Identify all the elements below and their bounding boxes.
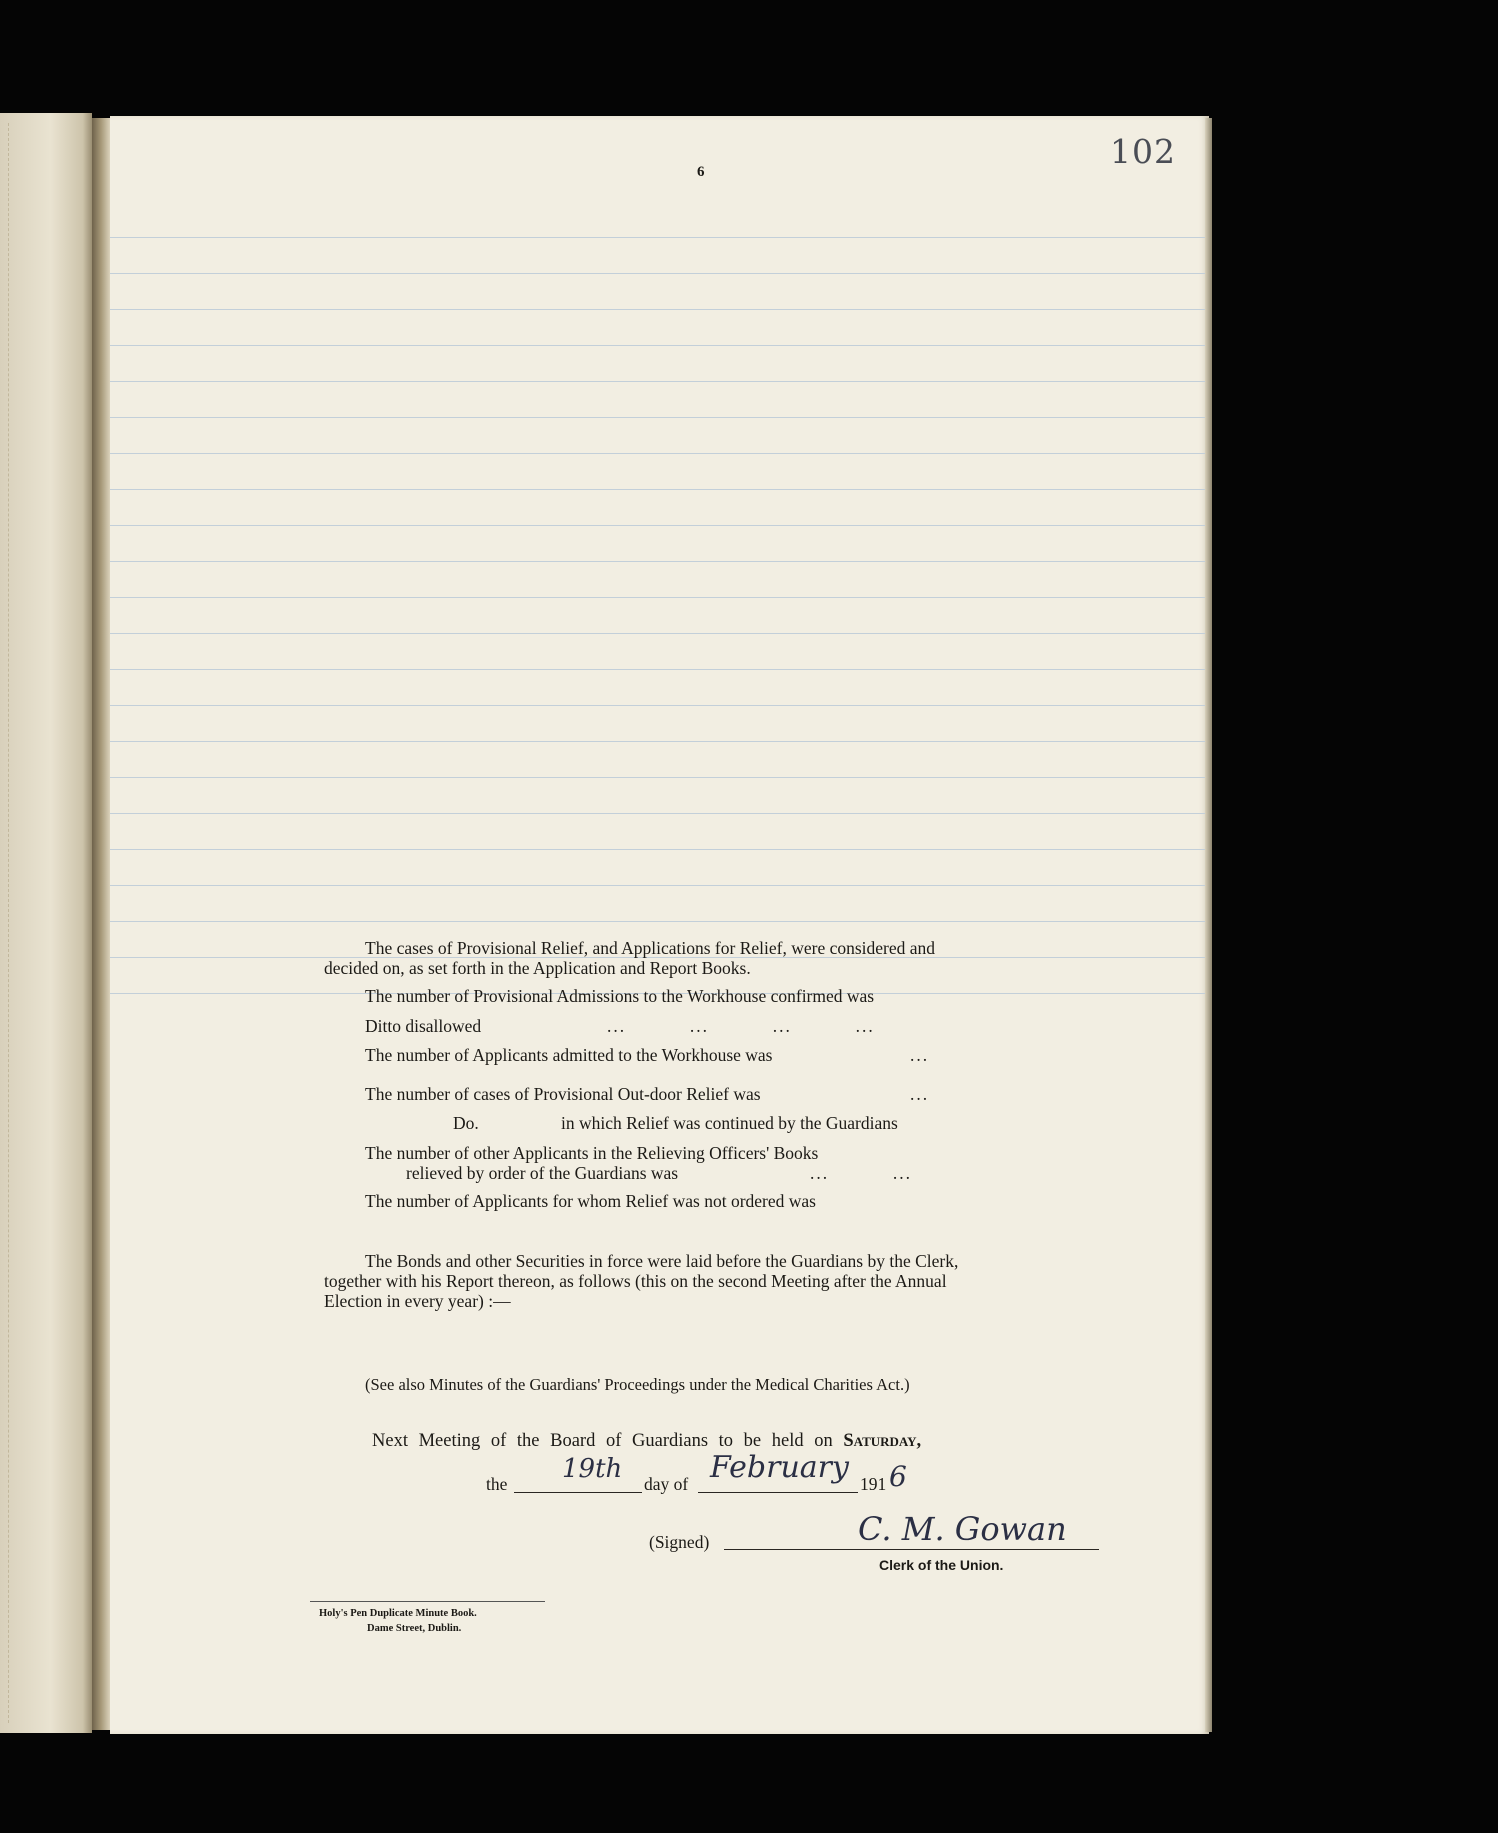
bonds-para-line3: Election in every year) :— [324, 1291, 511, 1311]
not-ordered-line: The number of Applicants for whom Relief was not ordered was [365, 1191, 816, 1211]
stamped-folio-number: 102 [1110, 132, 1176, 171]
do-label: Do. [453, 1113, 479, 1133]
imprint-line2: Dame Street, Dublin. [367, 1623, 462, 1634]
provisional-relief-para-line2: decided on, as set forth in the Application and Report Books. [324, 958, 751, 978]
clerk-caption: Clerk of the Union. [879, 1557, 1004, 1573]
bonds-para-line1: The Bonds and other Securities in force were laid before the Guardians by the Clerk, [365, 1251, 959, 1271]
ruled-line [110, 597, 1209, 598]
relief-continued-line: in which Relief was continued by the Guardians [561, 1113, 898, 1133]
ruled-line [110, 813, 1209, 814]
ruled-line [110, 885, 1209, 886]
ruled-line [110, 489, 1209, 490]
ruled-line [110, 273, 1209, 274]
applicants-admitted-leaders: ... [910, 1045, 930, 1065]
other-applicants-line2: relieved by order of the Guardians was [406, 1163, 679, 1183]
ruled-line [110, 741, 1209, 742]
next-meeting-weekday: Saturday, [843, 1431, 922, 1451]
minute-book-page [110, 116, 1209, 1734]
page-right-edge [1205, 118, 1212, 1732]
ruled-line [110, 381, 1209, 382]
ruled-line [110, 777, 1209, 778]
signature-blank [724, 1549, 1099, 1550]
meeting-year-handwritten-digit: 6 [889, 1460, 907, 1493]
signed-label: (Signed) [649, 1532, 710, 1552]
medical-charities-note: (See also Minutes of the Guardians' Proceedings under the Medical Charities Act.) [365, 1375, 910, 1394]
printed-page-number: 6 [697, 164, 705, 180]
outdoor-relief-leaders: ... [910, 1084, 930, 1104]
ruled-line [110, 417, 1209, 418]
provisional-relief-para-line1: The cases of Provisional Relief, and Applications for Relief, were considered and [365, 938, 936, 958]
meeting-day-blank [514, 1492, 642, 1493]
ruled-line [110, 237, 1209, 238]
ruled-line [110, 345, 1209, 346]
confirmed-admissions-line: The number of Provisional Admissions to the Workhouse confirmed was [365, 986, 875, 1006]
meeting-day-handwritten: 19th [562, 1454, 623, 1484]
next-meeting-line [372, 1431, 921, 1451]
imprint-rule [310, 1601, 545, 1602]
book-gutter [92, 118, 112, 1730]
other-applicants-leaders: ... ... [810, 1163, 912, 1183]
ditto-disallowed-leaders: ... ... ... ... [607, 1016, 875, 1036]
handwritten-signature: C. M. Gowan [858, 1510, 1067, 1548]
left-page-edge [0, 113, 92, 1733]
meeting-day-of-label: day of [644, 1474, 689, 1494]
ruled-line [110, 453, 1209, 454]
other-applicants-line1: The number of other Applicants in the Relieving Officers' Books [365, 1143, 819, 1163]
ruled-line [110, 525, 1209, 526]
ruled-line [110, 921, 1209, 922]
bonds-para-line2: together with his Report thereon, as follows (this on the second Meeting after the Annual [324, 1271, 947, 1291]
meeting-year-printed: 191 [860, 1474, 887, 1494]
ruled-line [110, 633, 1209, 634]
meeting-the-label: the [486, 1474, 508, 1494]
ruled-line [110, 669, 1209, 670]
imprint-line1: Holy's Pen Duplicate Minute Book. [319, 1608, 477, 1619]
page-stitch-line [8, 123, 9, 1723]
ruled-line [110, 849, 1209, 850]
outdoor-relief-line: The number of cases of Provisional Out-door Relief was [365, 1084, 761, 1104]
ruled-line [110, 705, 1209, 706]
ruled-line [110, 561, 1209, 562]
applicants-admitted-line: The number of Applicants admitted to the Workhouse was [365, 1045, 773, 1065]
ruled-line [110, 309, 1209, 310]
ditto-disallowed-label: Ditto disallowed [365, 1016, 482, 1036]
meeting-month-blank [698, 1492, 858, 1493]
next-meeting-lead: Next Meeting of the Board of Guardians to be held on [372, 1431, 833, 1451]
meeting-month-handwritten: February [710, 1450, 849, 1485]
